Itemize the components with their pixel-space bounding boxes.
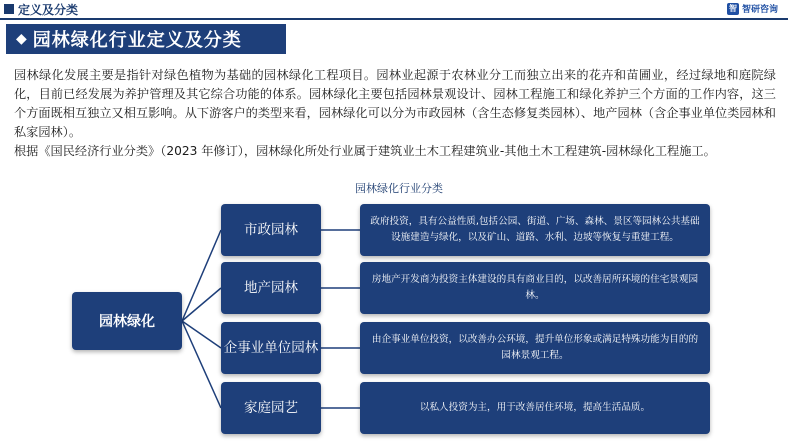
brand-logo-icon: 智 (728, 3, 737, 13)
category-enterprise: 企事业单位园林 (221, 322, 321, 374)
description-municipal: 政府投资，具有公益性质,包括公园、街道、广场、森林、景区等园林公共基础设施建造与绿化，以及矿山、道路、水利、边坡等恢复与重建工程。 (360, 204, 710, 256)
category-municipal: 市政园林 (221, 204, 321, 256)
page-title: 园林绿化行业定义及分类 (32, 30, 242, 51)
description-home-gardening: 以私人投资为主，用于改善居住环境，提高生活品质。 (360, 382, 710, 434)
category-home-gardening: 家庭园艺 (221, 382, 321, 434)
brand-name: 智研咨询 (741, 5, 778, 15)
description-real-estate: 房地产开发商为投资主体建设的具有商业目的，以改善居所环境的住宅景观园林。 (360, 262, 710, 314)
connector-line (182, 230, 221, 321)
paragraph-definition: 园林绿化发展主要是指针对绿色植物为基础的园林绿化工程项目。园林业起源于农林业分工而独立出来的花卉和苗圃业，经过绿地和庭院绿化，目前已经发展为养护管理及其它综合功能的体系。园林绿化主要包括园林景观设计、园林工程施工和绿化养护三个方面的工作内容，这三个方面既相互独立又相互影响。从下游客户的类型来看，园林绿化可以分为市政园林（含生态修复类园林）、地产园林（含企事业单位类园林和私家园林）。 (14, 68, 776, 139)
category-real-estate: 地产园林 (221, 262, 321, 314)
description-enterprise: 由企事业单位投资，以改善办公环境，提升单位形象或满足特殊功能为目的的园林景观工程。 (360, 322, 710, 374)
diamond-icon: ◆ (16, 31, 27, 47)
diagram-root-node: 园林绿化 (72, 292, 182, 350)
section-title: 定义及分类 (18, 2, 79, 17)
diagram-title: 园林绿化行业分类 (355, 182, 443, 195)
paragraph-classification: 根据《国民经济行业分类》（2023 年修订），园林绿化所处行业属于建筑业土木工程建筑业-其他土木工程建筑-园林绿化工程施工。 (14, 144, 716, 158)
connector-line (182, 288, 221, 321)
